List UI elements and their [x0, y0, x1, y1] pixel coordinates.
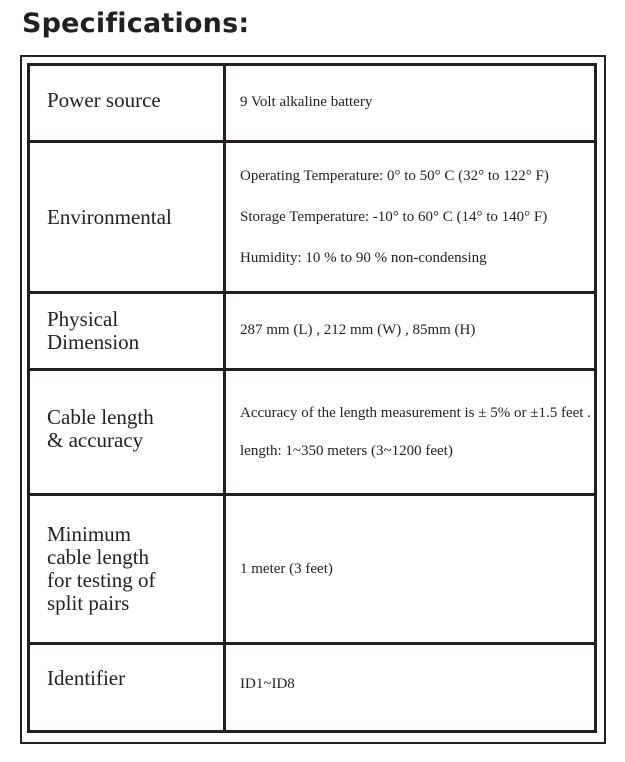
spec-value-line: Operating Temperature: 0° to 50° C (32° to 122° F)	[240, 167, 549, 184]
spec-label	[29, 65, 225, 142]
spec-label-line: for testing of	[47, 568, 156, 592]
page-title: Specifications:	[22, 8, 250, 39]
spec-value-line: length: 1~350 meters (3~1200 feet)	[240, 442, 453, 459]
spec-label-line: Environmental	[47, 204, 172, 229]
table-row-physical-dimension	[29, 293, 596, 370]
spec-label-line: Power source	[47, 88, 161, 112]
spec-value-line: 287 mm (L) , 212 mm (W) , 85mm (H)	[240, 321, 476, 338]
spec-value-line: Storage Temperature: -10° to 60° C (14° to 140° F)	[240, 208, 548, 225]
spec-value	[225, 293, 596, 370]
spec-label-line: Minimum	[47, 522, 132, 546]
table-row-cable-length	[29, 370, 596, 495]
spec-label	[29, 370, 225, 495]
spec-label-line: Cable length	[47, 405, 154, 429]
spec-value-line: ID1~ID8	[240, 676, 295, 692]
spec-label-line: Dimension	[47, 330, 140, 354]
specifications-table	[27, 63, 597, 733]
spec-label	[29, 142, 225, 293]
spec-value-line: Humidity: 10 % to 90 % non-condensing	[240, 249, 487, 266]
spec-label-line: cable length	[47, 545, 150, 569]
spec-label-line: & accuracy	[47, 428, 144, 452]
spec-value	[225, 495, 596, 644]
spec-label	[29, 644, 225, 732]
table-row-environmental	[29, 142, 596, 293]
spec-value-line: Accuracy of the length measurement is ± 5% or ±1.5 feet .	[240, 404, 591, 421]
spec-label-line: Identifier	[47, 666, 126, 690]
spec-value-line: 1 meter (3 feet)	[240, 560, 333, 577]
spec-value	[225, 370, 596, 495]
spec-value	[225, 644, 596, 732]
spec-label-line: split pairs	[47, 591, 130, 615]
spec-value	[225, 65, 596, 142]
spec-label	[29, 495, 225, 644]
spec-value-line: 9 Volt alkaline battery	[240, 94, 373, 110]
spec-value	[225, 142, 596, 293]
table-row-identifier	[29, 644, 596, 732]
table-row-minimum-cable-length	[29, 495, 596, 644]
spec-label-line: Physical	[47, 307, 119, 331]
spec-label	[29, 293, 225, 370]
table-row-power-source	[29, 65, 596, 142]
